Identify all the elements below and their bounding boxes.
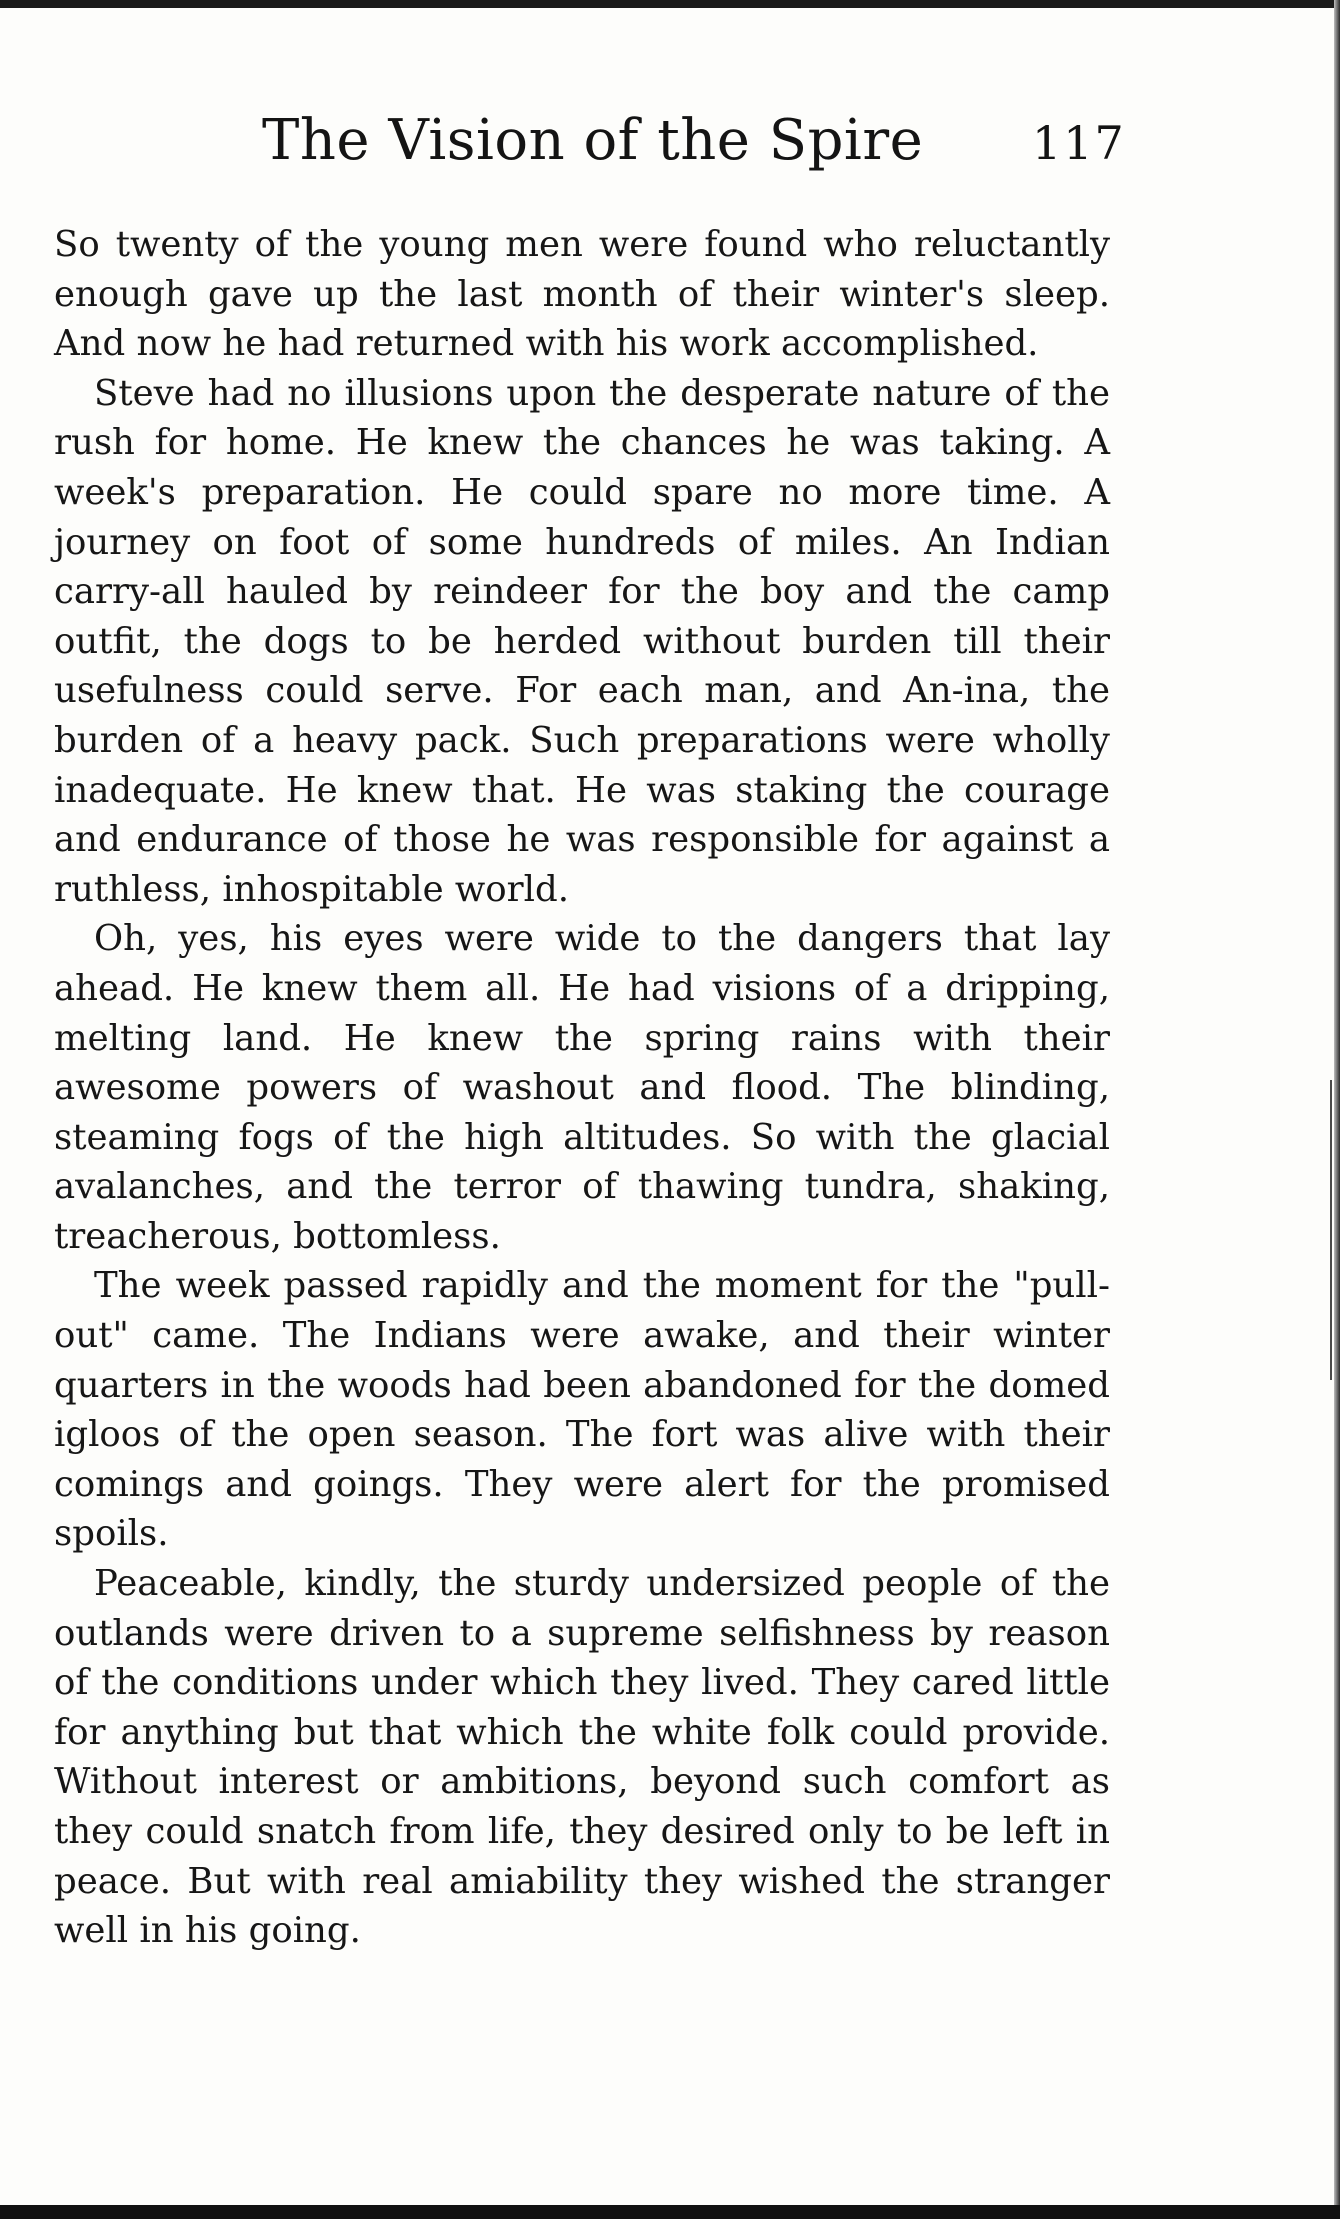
running-title: The Vision of the Spire (262, 108, 924, 173)
scan-top-edge (0, 0, 1340, 8)
paragraph: So twenty of the young men were found who reluctantly enough gave up the last month of their winter's sleep. And now he had returned with his work accomplished. (54, 224, 1110, 365)
page-number: 117 (1032, 116, 1126, 170)
paragraph: The week passed rapidly and the moment for the "pull-out" came. The Indians were awake, and their winter quarters in the woods had been abandoned for the domed igloos of the open season. The fort was alive with their comings and goings. They were alert for the promised spoils. (54, 1265, 1110, 1555)
scan-right-edge (1334, 0, 1340, 2219)
paragraph: Oh, yes, his eyes were wide to the dangers that lay ahead. He knew them all. He had visions of a dripping, melting land. He knew the spring rains with their awesome powers of washout and flood. The blinding, steaming fogs of the high altitudes. So with the glacial avalanches, and the terror of thawing tundra, shaking, treacherous, bottomless. (54, 918, 1110, 1257)
page-header (0, 108, 1340, 188)
scan-edge-mark (1330, 1080, 1332, 1380)
scan-bottom-edge (0, 2205, 1340, 2219)
paragraph: Steve had no illusions upon the desperate nature of the rush for home. He knew the chances he was taking. A week's preparation. He could spare no more time. A journey on foot of some hundreds of miles. An Indian carry-all hauled by reindeer for the boy and the camp outfit, the dogs to be herded without burden till their usefulness could serve. For each man, and An-ina, the burden of a heavy pack. Such preparations were wholly inadequate. He knew that. He was staking the courage and endurance of those he was responsible for against a ruthless, inhospitable world. (54, 372, 1110, 910)
body-text (54, 220, 1110, 1956)
paragraph: Peaceable, kindly, the sturdy undersized people of the outlands were driven to a supreme selfishness by reason of the conditions under which they lived. They cared little for anything but that which the white folk could provide. Without interest or ambitions, beyond such comfort as they could snatch from life, they desired only to be left in peace. But with real amiability they wished the stranger well in his going. (54, 1563, 1110, 1952)
